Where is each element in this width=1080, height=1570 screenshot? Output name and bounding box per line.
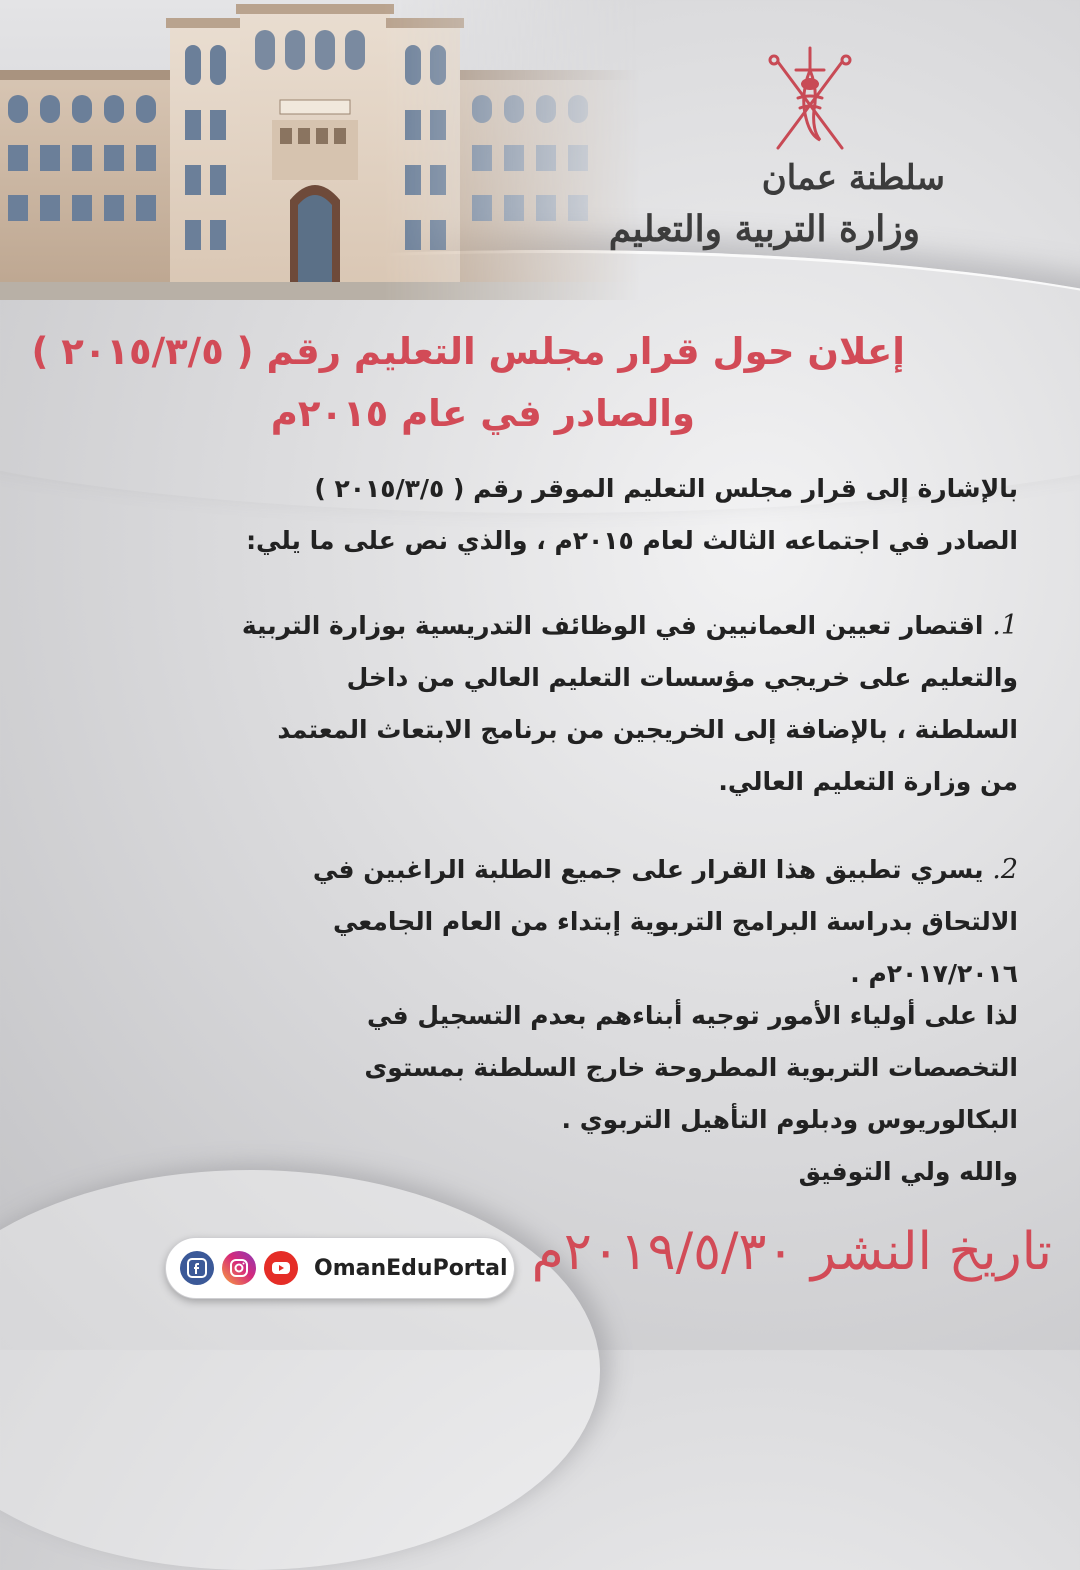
oman-national-emblem-icon	[760, 40, 860, 160]
list-item-text: اقتصار تعيين العمانيين في الوظائف التدريسية بوزارة التربية والتعليم على خريجي مؤسسات التعليم العالي من داخل السلطنة ، بالإضافة إلى الخريجين من برنامج الابتعاث المعتمد من وزارة التعليم العالي.	[241, 611, 1018, 796]
instagram-icon[interactable]	[222, 1251, 256, 1285]
youtube-icon[interactable]	[264, 1251, 298, 1285]
announcement-title-line1: إعلان حول قرار مجلس التعليم رقم ( ٢٠١٥/٣/٥ )	[31, 330, 905, 373]
social-links	[165, 1237, 515, 1299]
social-handle[interactable]: OmanEduPortal	[314, 1255, 508, 1281]
list-item	[238, 844, 1018, 1000]
publish-date: تاريخ النشر ٢٠١٩/٥/٣٠م	[531, 1222, 1052, 1282]
facebook-icon[interactable]	[180, 1251, 214, 1285]
ministry-name: وزارة التربية والتعليم	[608, 208, 920, 250]
background-swoosh-footer	[0, 1170, 600, 1570]
intro-paragraph: بالإشارة إلى قرار مجلس التعليم الموقر رقم ( ٢٠١٥/٣/٥ ) الصادر في اجتماعه الثالث لعام ٢٠١٥م ، والذي نص على ما يلي:	[246, 474, 1018, 555]
closing-paragraph	[238, 990, 1018, 1198]
outro-text: لذا على أولياء الأمور توجيه أبناءهم بعدم التسجيل في التخصصات التربوية المطروحة خارج السلطنة بمستوى البكالوريوس ودبلوم التأهيل التربوي .	[364, 1001, 1018, 1134]
list-item-number: 1.	[992, 610, 1018, 641]
closing-line: والله ولي التوفيق	[798, 1157, 1018, 1186]
list-item-number: 2.	[992, 854, 1018, 885]
announcement-title-line2: والصادر في عام ٢٠١٥م	[270, 392, 695, 435]
list-item	[238, 600, 1018, 808]
government-name: سلطنة عمان	[761, 158, 945, 198]
ministry-building-image	[0, 0, 640, 300]
list-item-text: يسري تطبيق هذا القرار على جميع الطلبة الراغبين في الالتحاق بدراسة البرامج التربوية إبتداء من العام الجامعي ٢٠١٧/٢٠١٦م .	[312, 855, 1018, 988]
